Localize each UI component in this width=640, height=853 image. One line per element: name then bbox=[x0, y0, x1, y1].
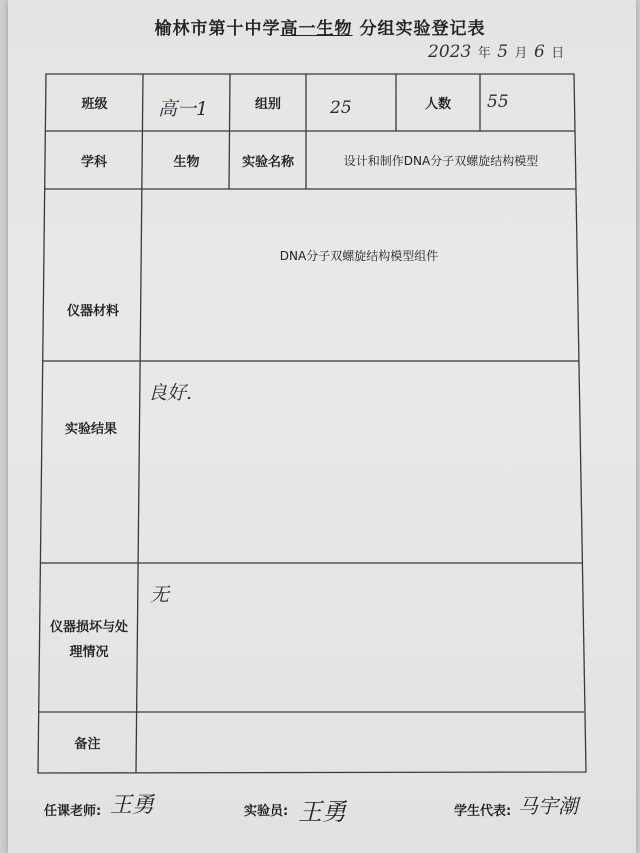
title-form-name: 分组实验登记表 bbox=[359, 19, 486, 39]
result-value: 良好. bbox=[148, 382, 193, 404]
remarks-label: 备注 bbox=[74, 737, 101, 752]
experiment-value: 设计和制作DNA分子双螺旋结构模型 bbox=[343, 153, 539, 168]
damage-label-line1: 仪器损坏与处 bbox=[49, 619, 128, 635]
student-label: 学生代表: bbox=[454, 804, 512, 819]
date-month-char: 月 bbox=[514, 46, 528, 61]
remarks-value bbox=[138, 712, 584, 773]
count-value: 55 bbox=[487, 92, 509, 112]
damage-label-line2: 理情况 bbox=[69, 644, 109, 660]
staff-signature: 王勇 bbox=[298, 798, 346, 826]
title-course: 高一生物 bbox=[280, 19, 353, 39]
result-label: 实验结果 bbox=[64, 421, 117, 437]
subject-label: 学科 bbox=[80, 154, 107, 170]
date-day-char: 日 bbox=[551, 46, 565, 61]
materials-label: 仪器材料 bbox=[66, 303, 119, 319]
date-month: 5 bbox=[497, 42, 509, 62]
student-signature: 马宇潮 bbox=[518, 794, 578, 818]
date-day: 6 bbox=[533, 42, 545, 62]
count-label: 人数 bbox=[424, 97, 451, 112]
damage-value: 无 bbox=[150, 584, 170, 606]
class-value: 高一1 bbox=[158, 98, 209, 120]
date-year-char: 年 bbox=[477, 46, 491, 61]
date-year: 2023 bbox=[428, 42, 472, 62]
teacher-signature: 王勇 bbox=[110, 793, 155, 818]
class-label: 班级 bbox=[81, 97, 108, 112]
materials-value: DNA分子双螺旋结构模型组件 bbox=[279, 248, 439, 263]
damage-label bbox=[40, 563, 138, 712]
group-value: 25 bbox=[330, 98, 352, 118]
staff-label: 实验员: bbox=[244, 804, 289, 819]
subject-value: 生物 bbox=[173, 154, 200, 170]
experiment-label: 实验名称 bbox=[241, 154, 294, 170]
teacher-label: 任课老师: bbox=[44, 804, 102, 819]
title-school: 榆林市第十中学 bbox=[154, 19, 281, 39]
group-label: 组别 bbox=[254, 97, 281, 112]
